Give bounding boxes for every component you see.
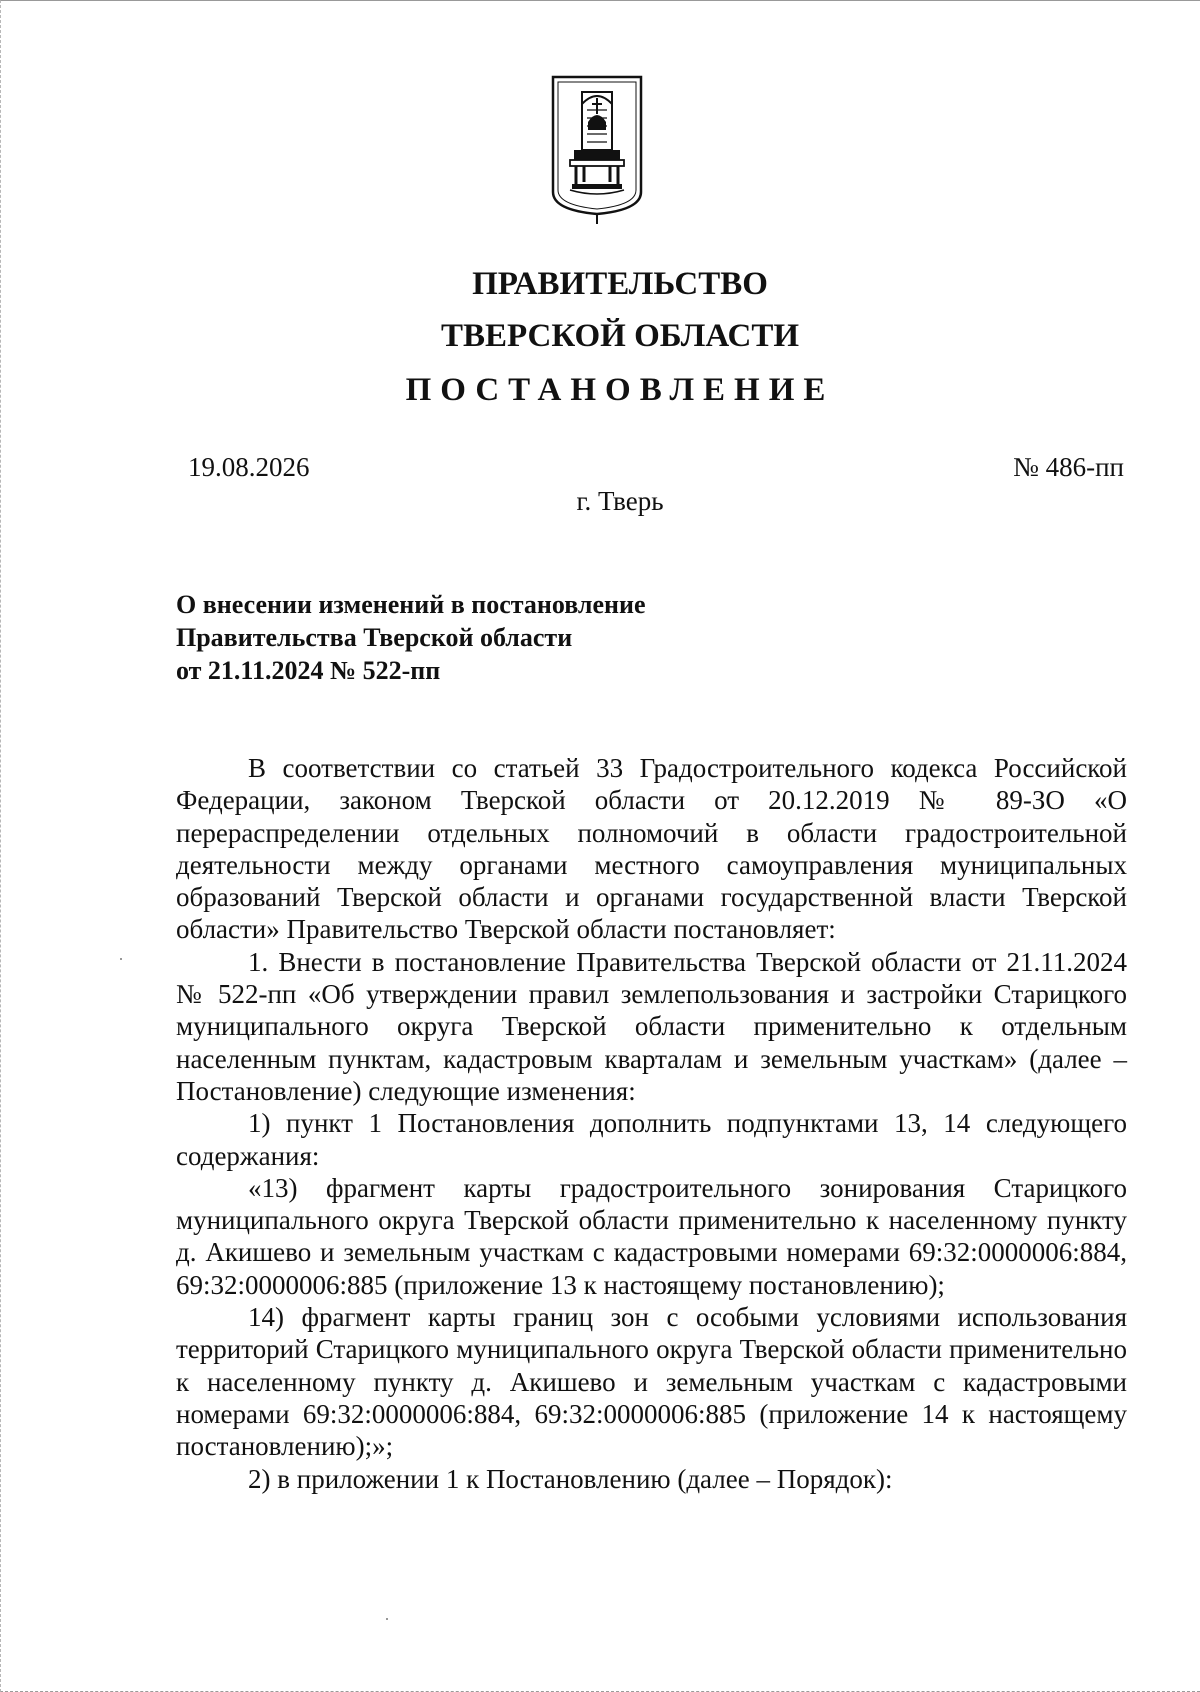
body-paragraph: 1. Внести в постановление Правительства Тверской области от 21.11.2024 № 522-пп «Об утверждении правил землепользования и застройки Старицкого муниципального округа Тверской области применительно к отдельным населенным пунктам, кадастровым кварталам и земельным участкам» (далее – Постановление) следующие изменения:: [176, 946, 1127, 1106]
scan-speck: [386, 1618, 388, 1620]
document-city: г. Тверь: [576, 486, 664, 516]
body-paragraph: 2) в приложении 1 к Постановлению (далее – Порядок):: [248, 1463, 893, 1494]
issuing-authority: [0, 258, 1200, 362]
scan-speck: [120, 958, 122, 960]
title-line-1: О внесении изменений в постановление: [176, 590, 646, 619]
document-title: [176, 588, 646, 687]
document-type: ПОСТАНОВЛЕНИЕ: [405, 372, 835, 408]
title-line-3: от 21.11.2024 № 522-пп: [176, 656, 441, 685]
document-body: [176, 752, 1127, 1495]
body-paragraph: 1) пункт 1 Постановления дополнить подпунктами 13, 14 следующего содержания:: [176, 1108, 1127, 1171]
tver-oblast-coat-of-arms-icon: [550, 74, 644, 226]
body-paragraph: В соответствии со статьей 33 Градостроительного кодекса Российской Федерации, законом Тверской области от 20.12.2019 № 89-ЗО «О перераспределении отдельных полномочий в области градостроительной деятельности между органами местного самоуправления муниципальных образований Тверской области и органами государственной власти Тверской области» Правительство Тверской области постановляет:: [176, 753, 1127, 945]
body-paragraph: «13) фрагмент карты градостроительного зонирования Старицкого муниципального округа Тверской области применительно к населенному пункту д. Акишево и земельным участкам с кадастровыми номерами 69:32:0000006:884, 69:32:0000006:885 (приложение 13 к настоящему постановлению);: [176, 1172, 1127, 1300]
document-number: № 486-пп: [1013, 452, 1124, 482]
authority-line-2: ТВЕРСКОЙ ОБЛАСТИ: [440, 318, 800, 354]
title-line-2: Правительства Тверской области: [176, 623, 573, 652]
document-date: 19.08.2026: [188, 452, 310, 482]
authority-line-1: ПРАВИТЕЛЬСТВО: [472, 266, 768, 302]
body-paragraph: 14) фрагмент карты границ зон с особыми условиями использования территорий Старицкого муниципального округа Тверской области применительно к населенному пункту д. Акишево и земельным участкам с кадастровыми номерами 69:32:0000006:884, 69:32:0000006:885 (приложение 14 к настоящему постановлению);»;: [176, 1302, 1127, 1462]
